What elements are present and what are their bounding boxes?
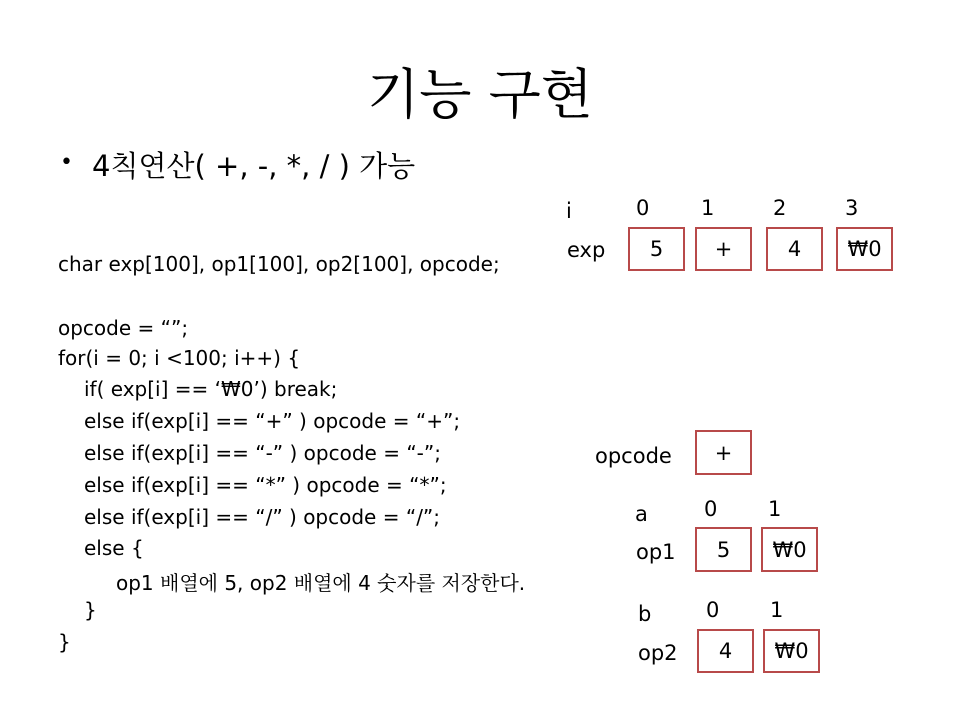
op2-array-name: op2 [638, 641, 678, 665]
code-line: opcode = “”; [58, 316, 189, 340]
code-line: else if(exp[i] == “/” ) opcode = “/”; [84, 505, 441, 529]
exp-cell: 5 [628, 227, 685, 271]
bullet-text: 4칙연산( +, -, *, / ) 가능 [92, 149, 416, 183]
op2-cell: 4 [697, 629, 754, 673]
code-line: else if(exp[i] == “+” ) opcode = “+”; [84, 409, 461, 433]
code-line: } [84, 598, 97, 622]
op1-cell: 5 [695, 527, 752, 572]
exp-index: 3 [845, 196, 859, 220]
code-line: op1 배열에 5, op2 배열에 4 숫자를 저장한다. [116, 571, 526, 595]
code-line: for(i = 0; i <100; i++) { [58, 346, 301, 370]
exp-index: 1 [701, 196, 715, 220]
op1-cell: ₩0 [761, 527, 818, 572]
op2-index: 1 [770, 598, 784, 622]
op1-index: 1 [768, 497, 782, 521]
exp-array-name: exp [567, 238, 606, 262]
op2-index: 0 [706, 598, 720, 622]
op2-index-label: b [638, 602, 652, 626]
op2-cell: ₩0 [763, 629, 820, 673]
code-line: } [58, 630, 71, 654]
op1-index-label: a [635, 502, 648, 526]
code-line: char exp[100], op1[100], op2[100], opcode; [58, 252, 500, 276]
code-line: if( exp[i] == ‘₩0’) break; [84, 377, 338, 401]
bullet-icon: • [60, 150, 73, 175]
op1-array-name: op1 [636, 540, 676, 564]
exp-index-label: i [566, 199, 572, 223]
slide-title: 기능 구현 [367, 63, 593, 126]
op1-index: 0 [704, 497, 718, 521]
code-line: else if(exp[i] == “-” ) opcode = “-”; [84, 441, 441, 465]
exp-cell: + [695, 227, 752, 271]
exp-index: 2 [773, 196, 787, 220]
code-line: else if(exp[i] == “*” ) opcode = “*”; [84, 473, 447, 497]
code-line: else { [84, 536, 144, 560]
opcode-cell: + [695, 430, 752, 475]
exp-cell: 4 [766, 227, 823, 271]
opcode-label: opcode [595, 444, 672, 468]
exp-index: 0 [636, 196, 650, 220]
exp-cell: ₩0 [836, 227, 893, 271]
